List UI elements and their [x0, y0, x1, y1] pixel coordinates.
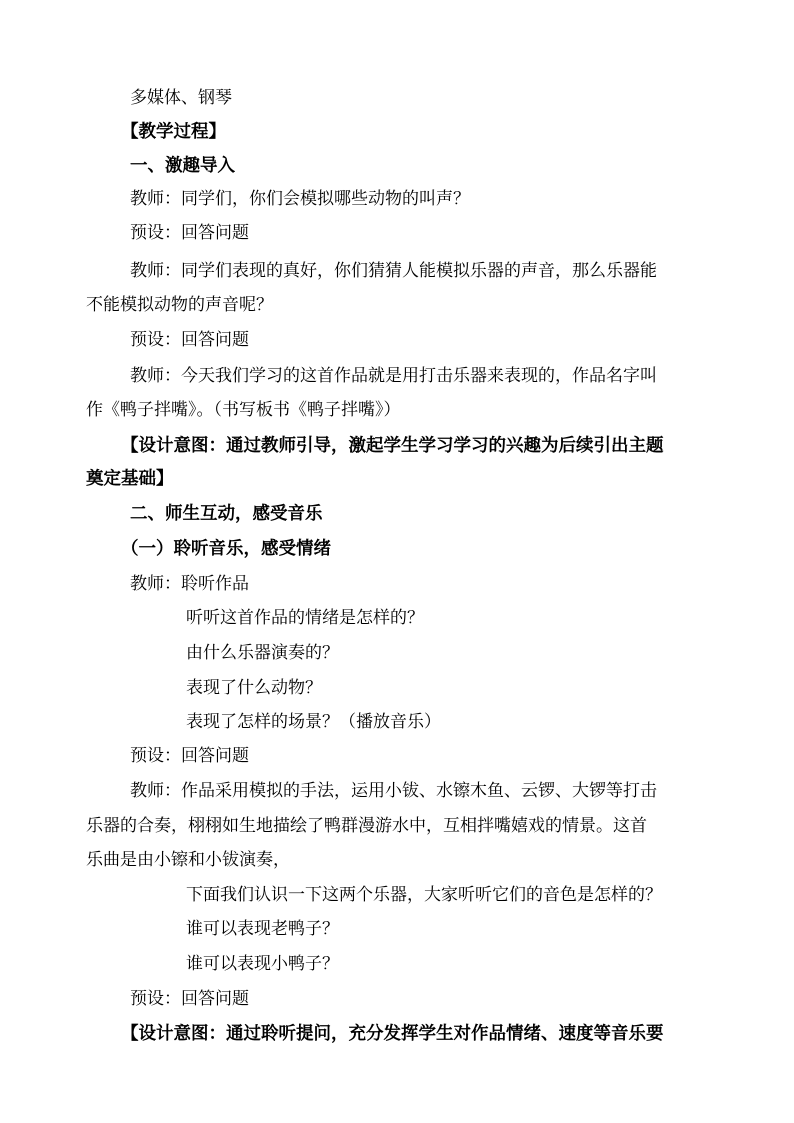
- question-line: 表现了什么动物？: [186, 678, 322, 698]
- paragraph-line: 教师：聆听作品: [130, 574, 249, 594]
- design-intent-line: 【设计意图：通过聆听提问，充分发挥学生对作品情绪、速度等音乐要: [121, 1024, 664, 1044]
- question-line: 表现了怎样的场景？（播放音乐）: [186, 712, 441, 732]
- heading-part-2: 二、师生互动，感受音乐: [130, 504, 323, 524]
- paragraph-line: 预设：回答问题: [130, 989, 249, 1009]
- paragraph-line: 教师：同学们表现的真好，你们猜猜人能模拟乐器的声音，那么乐器能: [130, 261, 657, 281]
- materials-line: 多媒体、钢琴: [130, 88, 232, 108]
- paragraph-line: 预设：回答问题: [130, 330, 249, 350]
- question-line: 谁可以表现小鸭子？: [186, 954, 339, 974]
- heading-part-1: 一、激趣导入: [130, 156, 235, 176]
- question-line: 由什么乐器演奏的？: [186, 643, 339, 663]
- paragraph-line: 教师：今天我们学习的这首作品就是用打击乐器来表现的，作品名字叫: [130, 366, 657, 386]
- question-line: 谁可以表现老鸭子？: [186, 919, 339, 939]
- paragraph-line: 教师：同学们，你们会模拟哪些动物的叫声？: [130, 189, 470, 209]
- paragraph-line: 乐器的合奏，栩栩如生地描绘了鸭群漫游水中，互相拌嘴嬉戏的情景。这首: [86, 816, 647, 836]
- subheading-1: （一）聆听音乐，感受情绪: [121, 539, 331, 559]
- design-intent-line: 奠定基础】: [86, 469, 174, 489]
- paragraph-line: 不能模拟动物的声音呢？: [86, 295, 273, 315]
- question-line: 下面我们认识一下这两个乐器，大家听听它们的音色是怎样的？: [186, 885, 662, 905]
- design-intent-line: 【设计意图：通过教师引导，激起学生学习学习的兴趣为后续引出主题: [121, 436, 664, 456]
- paragraph-line: 预设：回答问题: [130, 746, 249, 766]
- paragraph-line: 乐曲是由小镲和小钹演奏，: [86, 850, 290, 870]
- question-line: 听听这首作品的情绪是怎样的？: [186, 608, 424, 628]
- paragraph-line: 作《鸭子拌嘴》。（书写板书《鸭子拌嘴》）: [86, 400, 401, 420]
- paragraph-line: 教师：作品采用模拟的手法，运用小钹、水镲木鱼、云锣、大锣等打击: [130, 781, 657, 801]
- paragraph-line: 预设：回答问题: [130, 223, 249, 243]
- section-heading-teaching-process: 【教学过程】: [121, 122, 226, 142]
